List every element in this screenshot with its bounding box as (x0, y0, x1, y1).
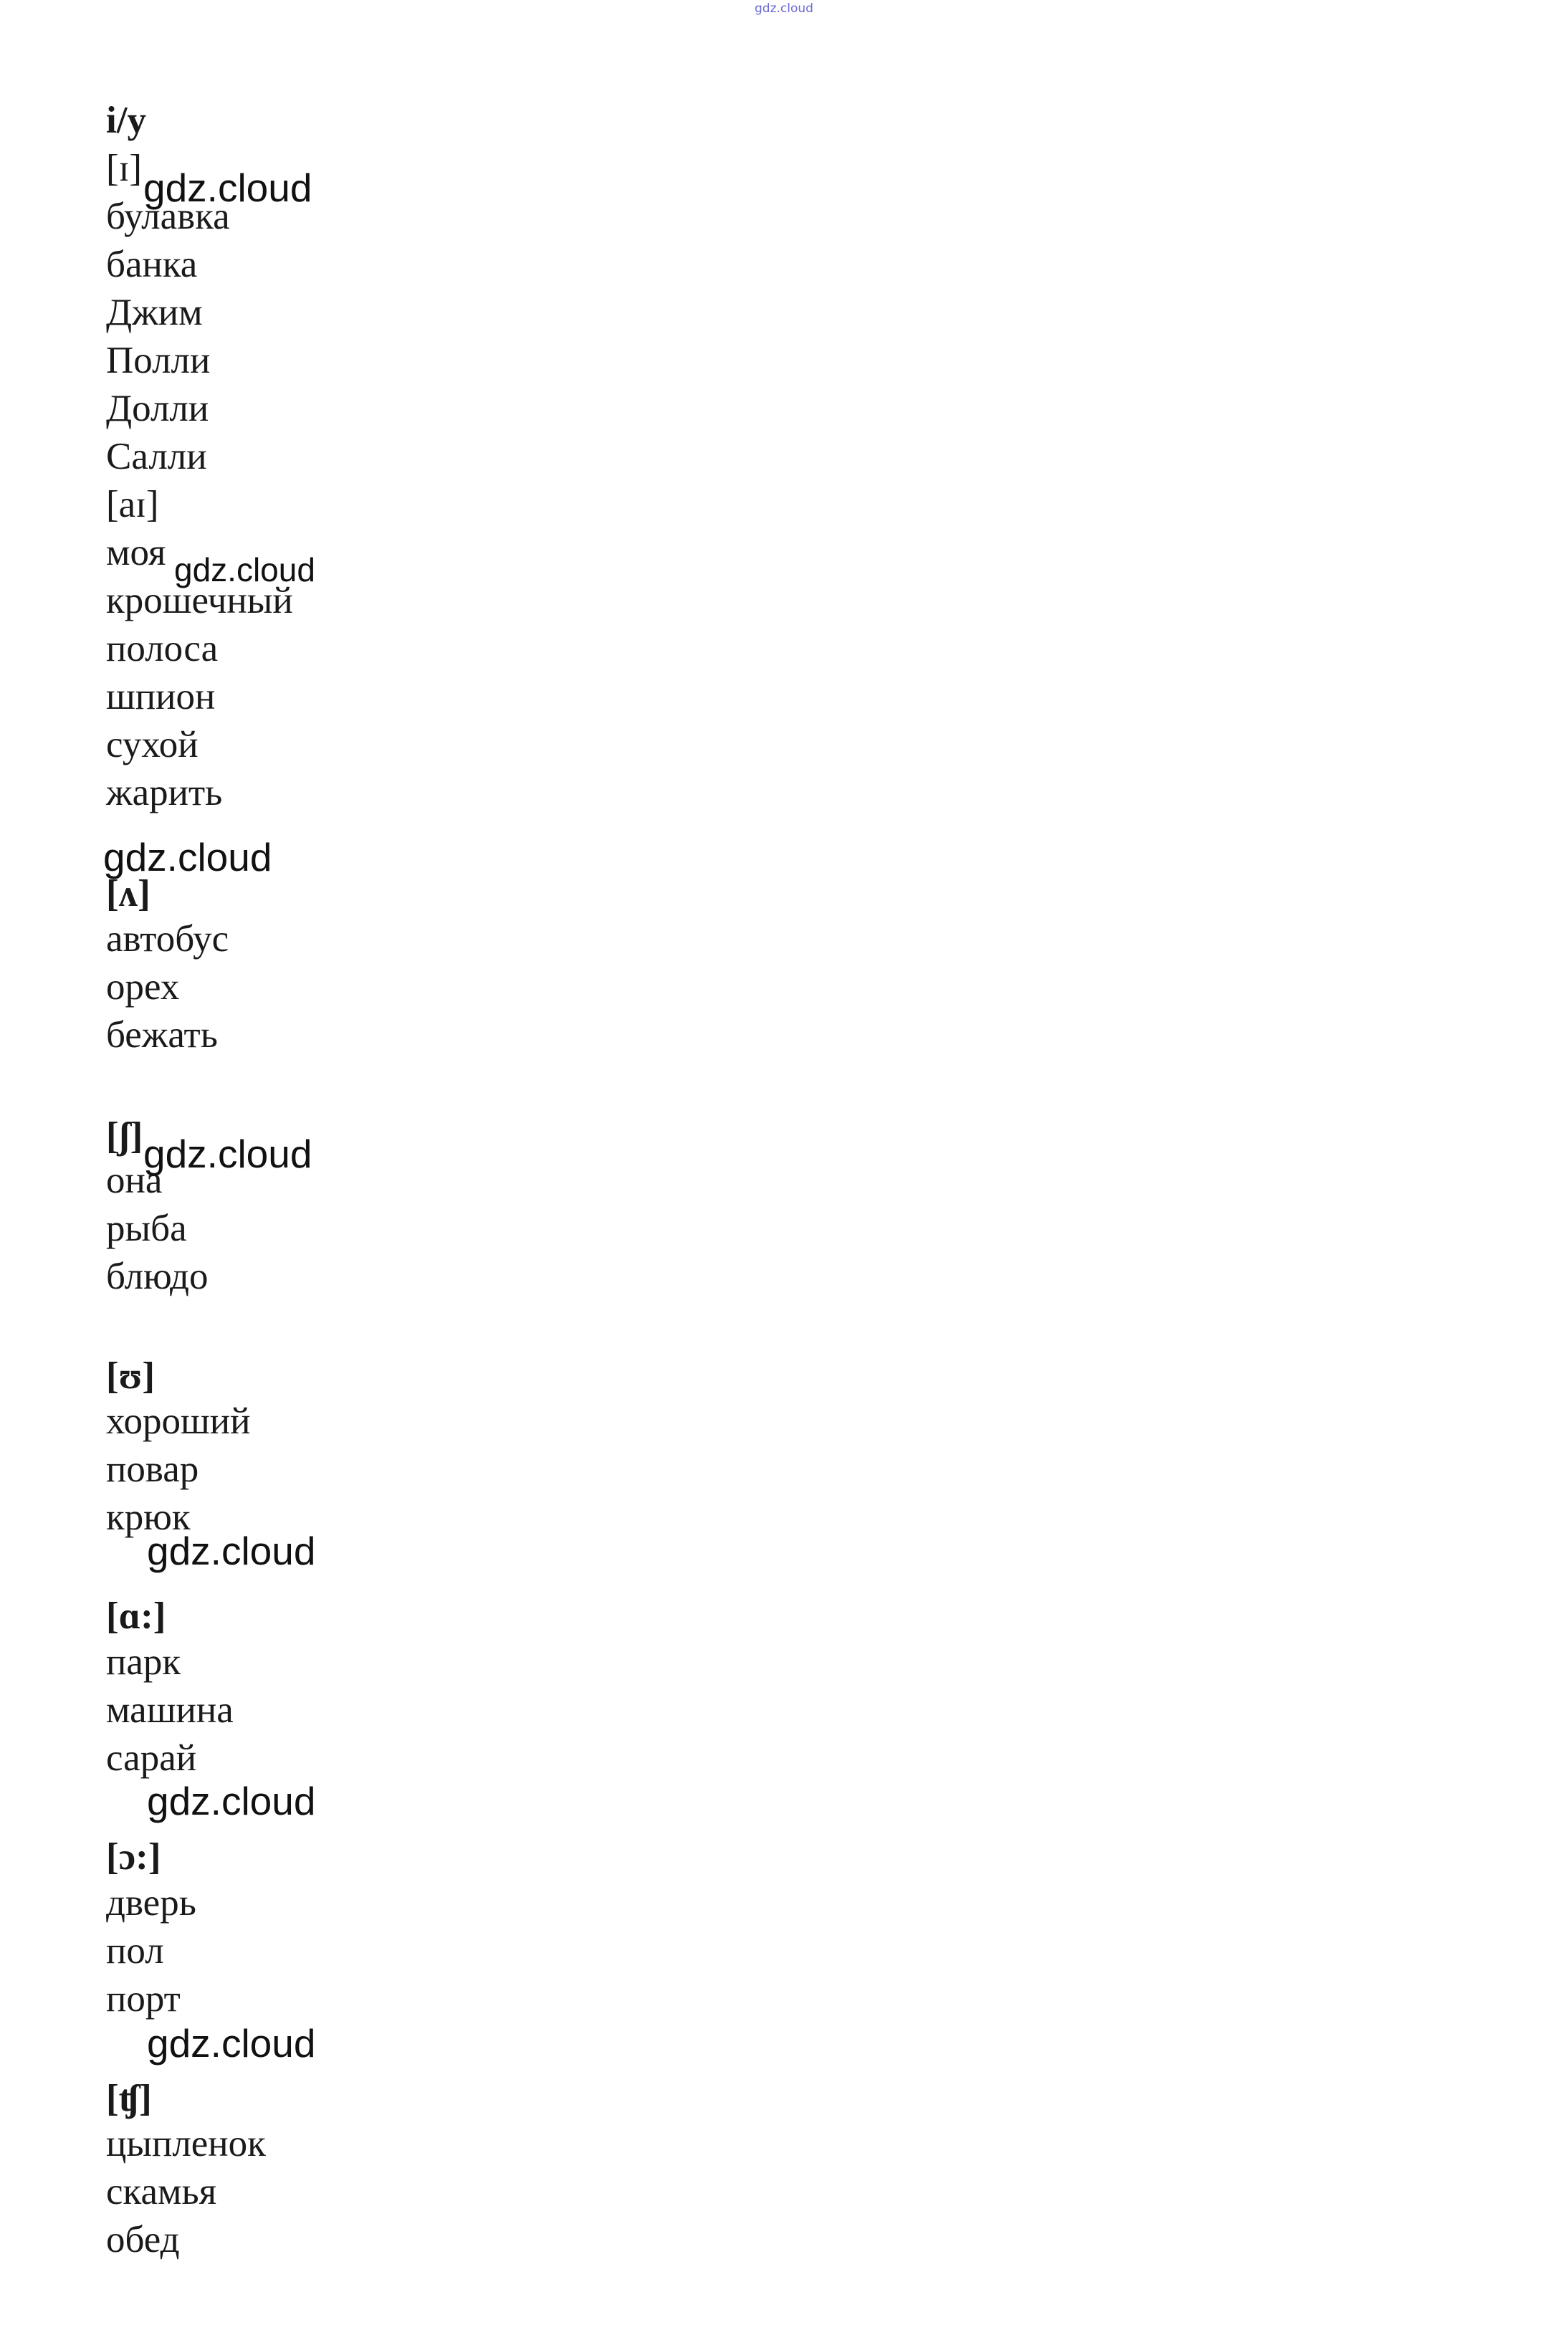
list-item: крошечный (106, 580, 293, 621)
list-item: хороший (106, 1400, 251, 1442)
section-heading: i/y (106, 100, 146, 141)
list-item: булавка (106, 196, 230, 237)
watermark: gdz.cloud (147, 1779, 316, 1823)
watermark: gdz.cloud (147, 1529, 316, 1573)
list-item: крюк (106, 1496, 191, 1538)
list-item: дверь (106, 1882, 196, 1924)
section-heading: [ʌ] (106, 873, 150, 914)
watermark: gdz.cloud (143, 1132, 312, 1176)
list-item: орех (106, 966, 180, 1008)
list-item: сарай (106, 1737, 197, 1779)
list-item: жарить (106, 772, 223, 813)
list-item: Джим (106, 292, 203, 333)
section-heading: [ʃ] (106, 1115, 143, 1157)
list-item: банка (106, 244, 198, 285)
list-item: Долли (106, 388, 209, 429)
list-item: порт (106, 1978, 181, 2020)
list-item: машина (106, 1689, 234, 1731)
list-item: полоса (106, 628, 219, 669)
list-item: автобус (106, 918, 229, 960)
list-item: скамья (106, 2171, 217, 2212)
section-heading: [aɪ] (106, 484, 159, 525)
section-heading: [ʊ] (106, 1355, 156, 1397)
list-item: Салли (106, 436, 207, 477)
list-item: повар (106, 1448, 199, 1490)
section-heading: [ɑ:] (106, 1595, 166, 1637)
watermark: gdz.cloud (147, 2021, 316, 2066)
list-item: блюдо (106, 1256, 209, 1297)
section-heading: [ʧ] (106, 2078, 152, 2119)
list-item: парк (106, 1641, 181, 1683)
watermark: gdz.cloud (174, 551, 315, 588)
section-heading: [ɔ:] (106, 1836, 161, 1878)
list-item: Полли (106, 340, 211, 381)
watermark: gdz.cloud (143, 166, 312, 210)
top-watermark: gdz.cloud (755, 1, 813, 16)
list-item: моя (106, 532, 166, 573)
list-item: шпион (106, 676, 216, 717)
list-item: обед (106, 2219, 180, 2260)
list-item: она (106, 1160, 163, 1201)
list-item: пол (106, 1930, 164, 1972)
list-item: сухой (106, 724, 199, 765)
list-item: рыба (106, 1208, 187, 1249)
list-item: бежать (106, 1014, 218, 1056)
vocabulary-list (103, 0, 608, 2293)
section-heading: [ɪ] (106, 148, 143, 189)
list-item: цыпленок (106, 2123, 266, 2164)
watermark: gdz.cloud (103, 835, 272, 879)
